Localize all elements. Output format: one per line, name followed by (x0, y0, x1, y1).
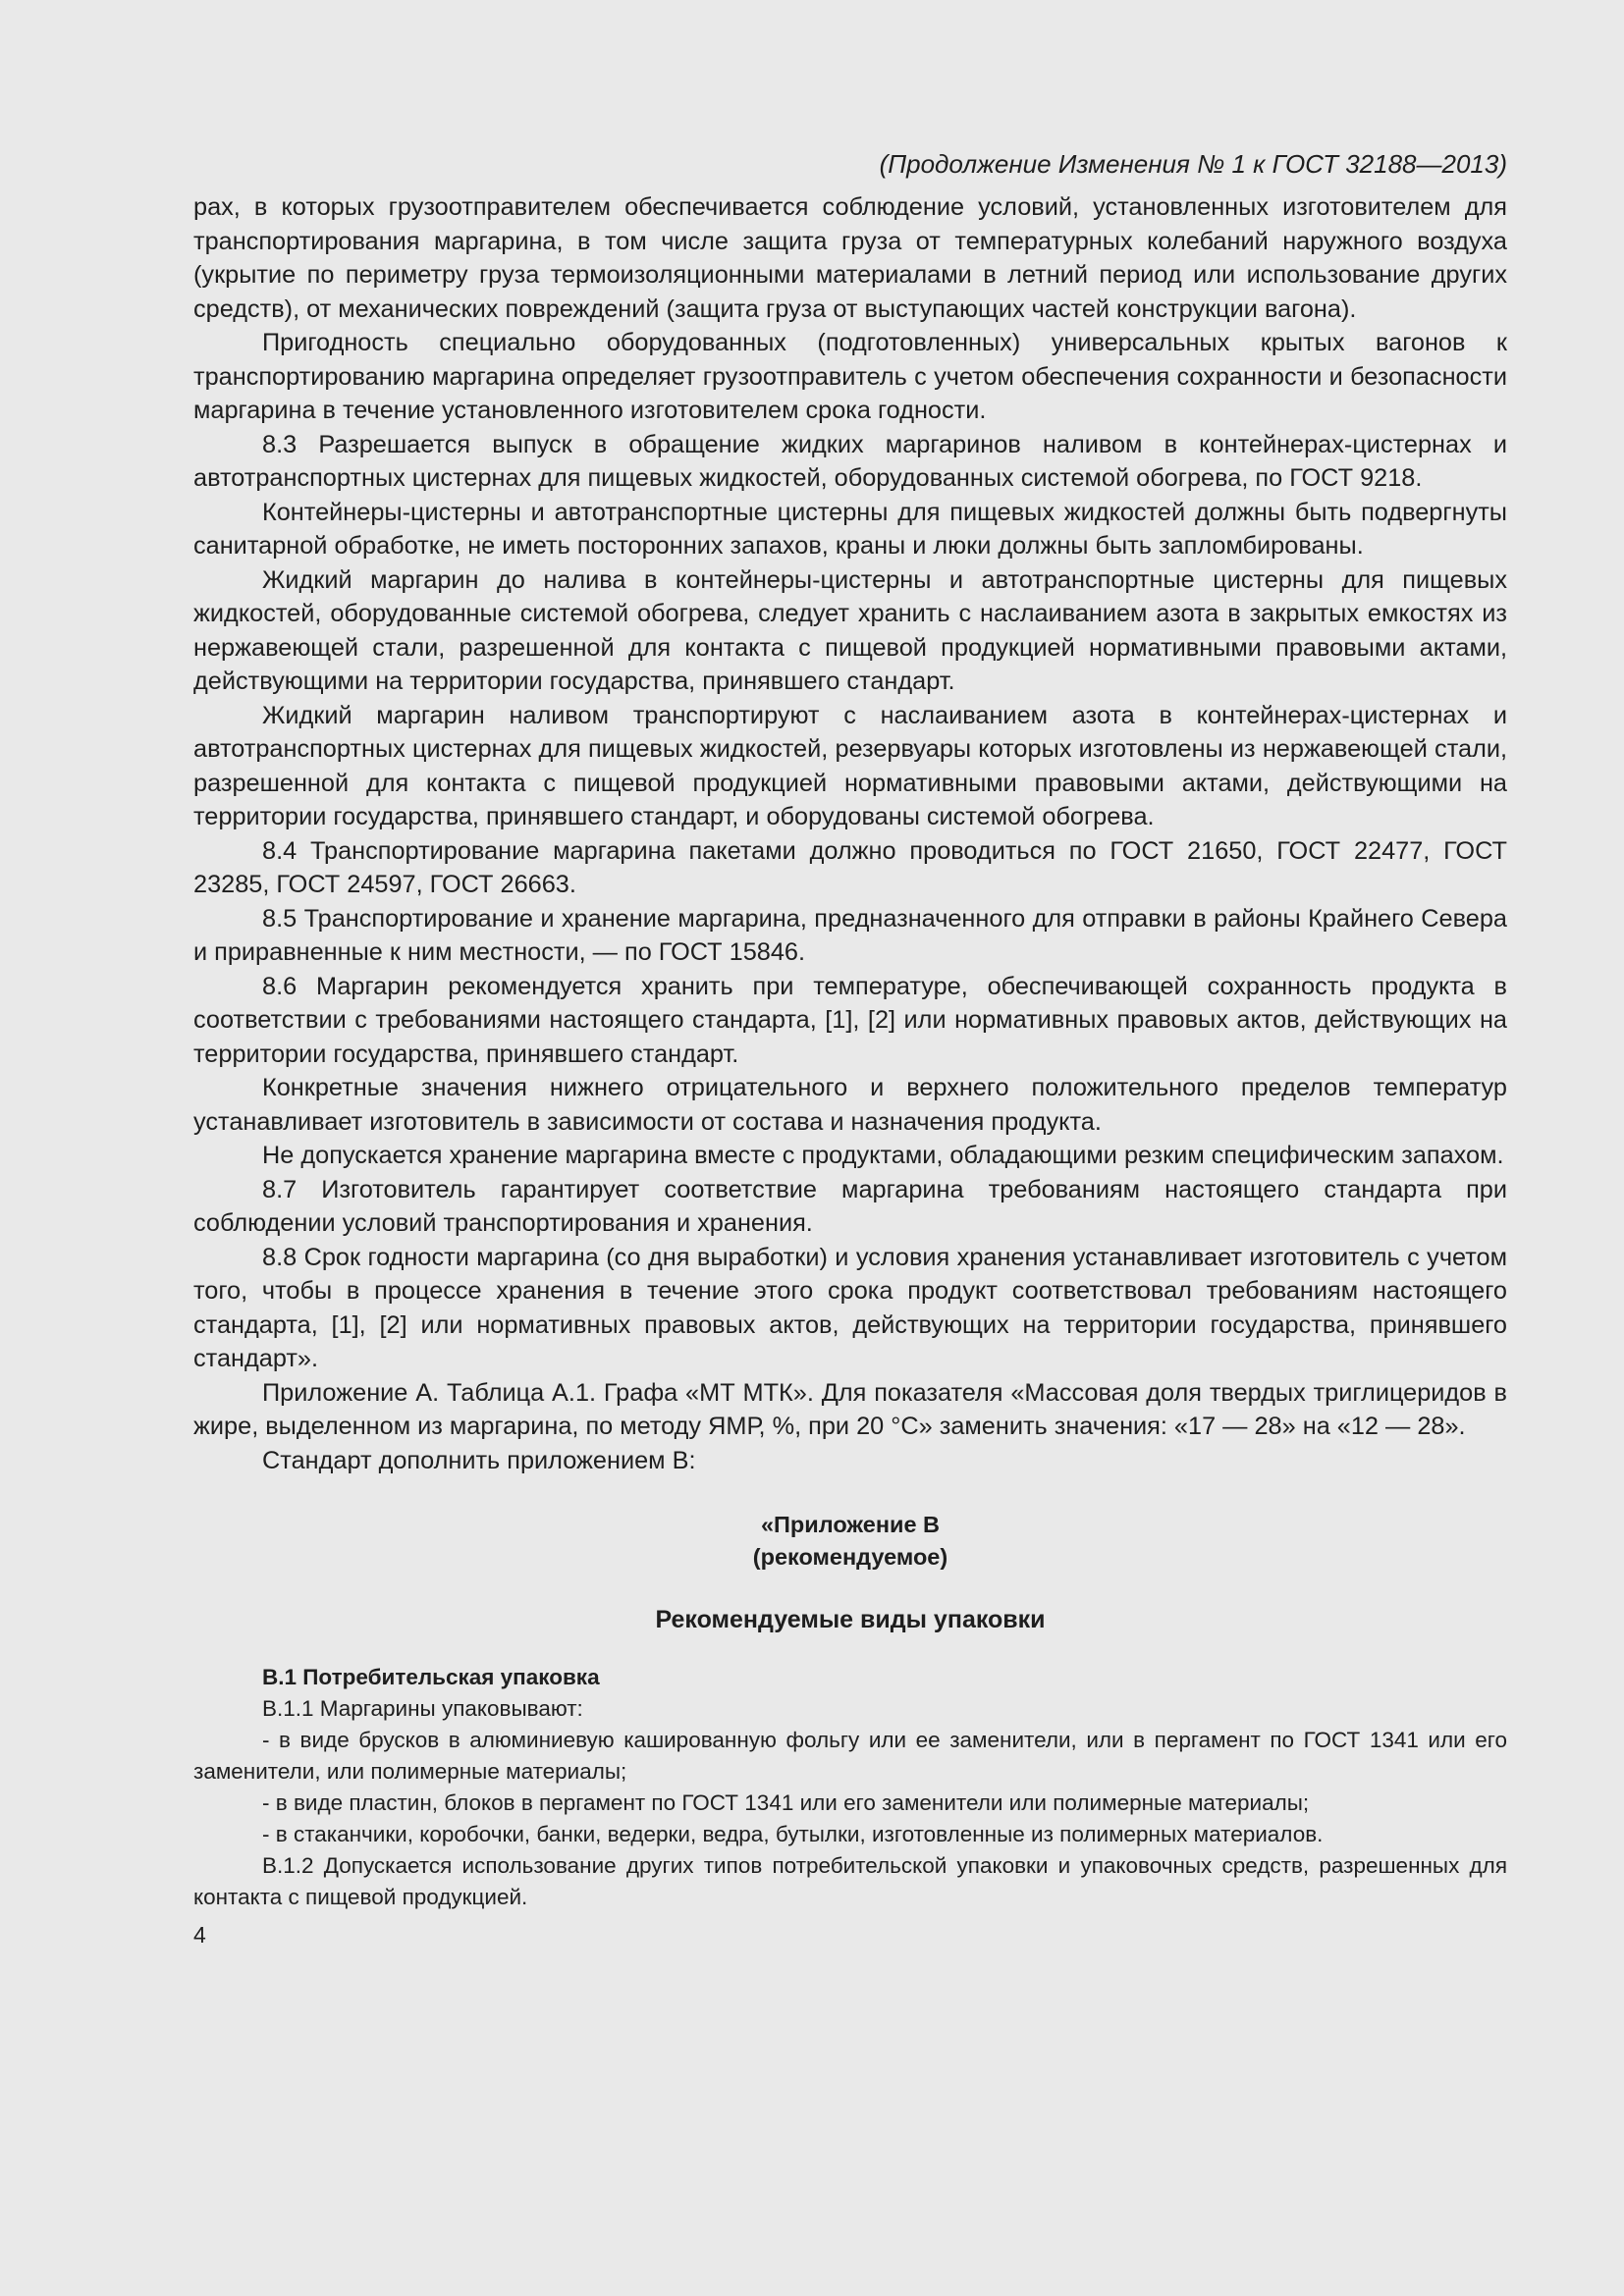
paragraph-8-8: 8.8 Срок годности маргарина (со дня выработки) и условия хранения устанавливает изготовитель с учетом того, чтобы в процессе хранения в течение этого срока продукт соответствовал требованиям настоящего стандарта, [1], [2] или нормативных правовых актов, действующих на территории государства, принявшего стандарт». (193, 1243, 1507, 1372)
appendix-subtitle: (рекомендуемое) (752, 1544, 948, 1570)
document-page (193, 147, 1507, 1950)
list-item: - в стаканчики, коробочки, банки, ведерки, ведра, бутылки, изготовленные из полимерных материалов. (262, 1822, 1324, 1846)
paragraph-8-6: 8.6 Маргарин рекомендуется хранить при температуре, обеспечивающей сохранность продукта в соответствии с требованиями настоящего стандарта, [1], [2] или нормативных правовых актов, действующих на территории государства, принявшего стандарт. (193, 972, 1507, 1068)
paragraph-tank-sanitation: Контейнеры-цистерны и автотранспортные цистерны для пищевых жидкостей должны быть подвергнуты санитарной обработке, не иметь посторонних запахов, краны и люки должны быть запломбированы. (193, 498, 1507, 560)
paragraph-temperature-limits: Конкретные значения нижнего отрицательного и верхнего положительного пределов температур устанавливает изготовитель в зависимости от состава и назначения продукта. (193, 1074, 1507, 1136)
body-text (193, 190, 1507, 1477)
paragraph-liquid-storage: Жидкий маргарин до налива в контейнеры-цистерны и автотранспортные цистерны для пищевых жидкостей, оборудованные системой обогрева, следует хранить с наслаиванием азота в закрытых емкостях из нержавеющей стали, разрешенной для контакта с пищевой продукцией нормативными правовыми актами, действующими на территории государства, принявшего стандарт. (193, 565, 1507, 695)
appendix-body (193, 1662, 1507, 1913)
paragraph-8-3: 8.3 Разрешается выпуск в обращение жидких маргаринов наливом в контейнерах-цистернах и автотранспортных цистернах для пищевых жидкостей, оборудованных системой обогрева, по ГОСТ 9218. (193, 430, 1507, 492)
paragraph-continuation: рах, в которых грузоотправителем обеспечивается соблюдение условий, установленных изготовителем для транспортирования маргарина, в том числе защита груза от температурных колебаний наружного воздуха (укрытие по периметру груза термоизоляционными материалами в летний период или использование других средств), от механических повреждений (защита груза от выступающих частей конструкции вагона). (193, 193, 1507, 323)
list-item: В.1.2 Допускается использование других типов потребительской упаковки и упаковочных средств, разрешенных для контакта с пищевой продукцией. (193, 1853, 1507, 1909)
appendix-title: «Приложение В (760, 1512, 941, 1537)
running-header: (Продолжение Изменения № 1 к ГОСТ 32188—2013) (879, 149, 1507, 179)
subsection-title: В.1 Потребительская упаковка (262, 1665, 600, 1689)
list-item: В.1.1 Маргарины упаковывают: (262, 1696, 583, 1721)
list-item: - в виде брусков в алюминиевую кашированную фольгу или ее заменители, или в пергамент по ГОСТ 1341 или его заменители, или полимерные материалы; (193, 1728, 1507, 1784)
appendix-section-heading: Рекомендуемые виды упаковки (655, 1606, 1046, 1633)
appendix-heading (193, 1509, 1507, 1574)
paragraph-wagon-suitability: Пригодность специально оборудованных (подготовленных) универсальных крытых вагонов к транспортированию маргарина определяет грузоотправитель с учетом обеспечения сохранности и безопасности маргарина в течение установленного изготовителем срока годности. (193, 329, 1507, 424)
page-number: 4 (193, 1922, 206, 1948)
list-item: - в виде пластин, блоков в пергамент по ГОСТ 1341 или его заменители или полимерные материалы; (262, 1790, 1310, 1815)
paragraph-8-7: 8.7 Изготовитель гарантирует соответствие маргарина требованиям настоящего стандарта при соблюдении условий транспортирования и хранения. (193, 1175, 1507, 1237)
paragraph-8-5: 8.5 Транспортирование и хранение маргарина, предназначенного для отправки в районы Крайнего Севера и приравненные к ним местности, — по ГОСТ 15846. (193, 904, 1507, 966)
paragraph-add-appendix: Стандарт дополнить приложением В: (262, 1446, 696, 1474)
paragraph-appendix-a-change: Приложение А. Таблица А.1. Графа «МТ МТК». Для показателя «Массовая доля твердых триглицеридов в жире, выделенном из маргарина, по методу ЯМР, %, при 20 °С» заменить значения: «17 — 28» на «12 — 28». (193, 1378, 1507, 1440)
paragraph-8-4: 8.4 Транспортирование маргарина пакетами должно проводиться по ГОСТ 21650, ГОСТ 22477, ГОСТ 23285, ГОСТ 24597, ГОСТ 26663. (193, 836, 1507, 898)
paragraph-liquid-transport: Жидкий маргарин наливом транспортируют с наслаиванием азота в контейнерах-цистернах и автотранспортных цистернах для пищевых жидкостей, резервуары которых изготовлены из нержавеющей стали, разрешенной для контакта с пищевой продукцией нормативными правовыми актами, действующими на территории государства, принявшего стандарт, и оборудованы системой обогрева. (193, 701, 1507, 830)
paragraph-odor-storage: Не допускается хранение маргарина вместе с продуктами, обладающими резким специфическим запахом. (262, 1142, 1504, 1169)
